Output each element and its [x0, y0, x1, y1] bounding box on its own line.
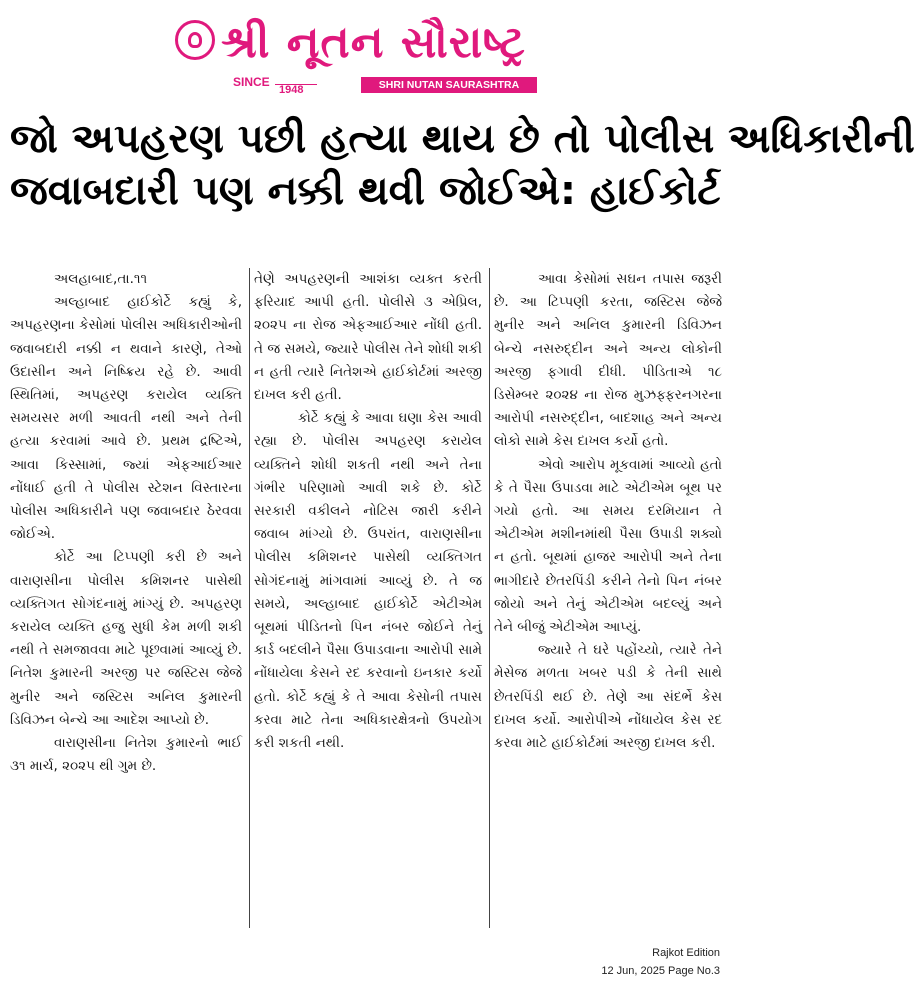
article-body: [10, 268, 722, 940]
date-page-label: 12 Jun, 2025 Page No.3: [601, 965, 720, 977]
edition-label: Rajkot Edition: [652, 947, 720, 959]
article-paragraph: તેણે અપહરણની આશંકા વ્યક્ત કરતી ફરિયાદ આપી હતી. પોલીસે ૩ એપ્રિલ, ૨૦૨૫ ના રોજ એફઆઈઆર નોંધી હતી. તે જ સમયે, જ્યારે પોલીસ તેને શોધી શકી ન હતી ત્યારે નિતેશએ હાઈકોર્ટમાં અરજી દાખલ કરી હતી.: [254, 271, 482, 404]
article-paragraph: અલ્હાબાદ હાઈકોર્ટે કહ્યું કે, અપહરણના કેસોમાં પોલીસ અધિકારીઓની જવાબદારી નક્કી ન થવાને કારણે, તેઓ ઉદાસીન અને નિષ્ક્રિય રહે છે. આવી સ્થિતિમાં, અપહરણ કરાયેલ વ્યક્તિ સમયસર મળી આવતી નથી અને તેની હત્યા કરવામાં આવે છે. પ્રથમ દ્રષ્ટિએ, આવા કિસ્સામાં, જ્યાં એફઆઈઆર નોંધાઈ હતી તે પોલીસ સ્ટેશન વિસ્તારના પોલીસ અધિકારીને પણ જવાબદાર ઠેરવવા જોઈએ.: [10, 294, 242, 543]
masthead: [0, 14, 730, 100]
headline-line-2: જવાબદારી પણ નક્કી થવી જોઈએ: હાઈકોર્ટ: [10, 168, 721, 214]
article-column-1: [10, 268, 242, 940]
article-paragraph: એવો આરોપ મૂકવામાં આવ્યો હતો કે તે પૈસા ઉપાડવા માટે એટીએમ બૂથ પર ગયો હતો. આ સમય દરમિયાન તે એટીએમ મશીનમાંથી પૈસા ઉપાડી શક્યો ન હતો. બૂથમાં હાજર આરોપી અને તેના ભાગીદારે છેતરપિંડી કરીને તેનો પિન નંબર જોયો અને તેનું એટીએમ બદલ્યું અને તેને બીજું એટીએમ આપ્યું.: [494, 456, 722, 636]
article-paragraph: વારાણસીના નિતેશ કુમારનો ભાઈ ૩૧ માર્ચ, ૨૦૨૫ થી ગુમ છે.: [10, 735, 242, 775]
article-headline: [0, 113, 915, 217]
article-paragraph: જ્યારે તે ઘરે પહોંચ્યો, ત્યારે તેને મેસેજ મળતા ખબર પડી કે તેની સાથે છેતરપિંડી થઈ છે. તેણે આ સંદર્ભે કેસ દાખલ કર્યો. આરોપીએ નોંધાયેલ કેસ રદ કરવા માટે હાઈકોર્ટમાં અરજી દાખલ કરી.: [494, 642, 722, 752]
newspaper-logo[interactable]: [175, 14, 555, 100]
headline-line-1: જો અપહરણ પછી હત્યા થાય છે તો પોલીસ અધિકારીની: [10, 116, 915, 162]
founding-year: 1948: [279, 84, 304, 96]
english-brand-ribbon: SHRI NUTAN SAURASHTRA: [361, 77, 537, 93]
dateline: અલહાબાદ,તા.૧૧: [54, 271, 148, 287]
article-paragraph: કોર્ટે આ ટિપ્પણી કરી છે અને વારાણસીના પોલીસ કમિશનર પાસેથી વ્યક્તિગત સોગંદનામું માંગ્યું છે. અપહરણ કરાયેલ વ્યક્તિ હજુ સુધી કેમ મળી શકી નથી તે સમજાવવા માટે પૂછવામાં આવ્યું છે. નિતેશ કુમારની અરજી પર જસ્ટિસ જેજે મુનીર અને જસ્ટિસ અનિલ કુમારની ડિવિઝન બેન્ચે આ આદેશ આપ્યો છે.: [10, 549, 242, 728]
conch-emblem-icon: [175, 20, 215, 60]
article-column-2: [254, 268, 482, 940]
article-paragraph: કોર્ટે કહ્યું કે આવા ઘણા કેસ આવી રહ્યા છે. પોલીસ અપહરણ કરાયેલ વ્યક્તિને શોધી શકતી નથી અને તેના ગંભીર પરિણામો આવી શકે છે. કોર્ટે સરકારી વકીલને નોટિસ જારી કરીને જવાબ માંગ્યો છે. ઉપરાંત, વારાણસીના પોલીસ કમિશનર પાસેથી વ્યક્તિગત સોગંદનામું માંગવામાં આવ્યું છે. તે જ સમયે, અલ્હાબાદ હાઈકોર્ટે એટીએમ બૂથમાં પીડિતનો પિન નંબર જોઈને તેનું કાર્ડ બદલીને પૈસા ઉપાડવાના આરોપી સામે નોંધાયેલા કેસને રદ કરવાનો ઇનકાર કર્યો હતો. કોર્ટે કહ્યું કે તે આવા કેસોની તપાસ કરવા માટે તેના અધિકારક્ષેત્રનો ઉપયોગ કરી શકતી નથી.: [254, 410, 482, 752]
masthead-title: શ્રી નૂતન સૌરાષ્ટ્ર: [221, 17, 526, 68]
article-paragraph: આવા કેસોમાં સઘન તપાસ જરૂરી છે. આ ટિપ્પણી કરતા, જસ્ટિસ જેજે મુનીર અને અનિલ કુમારની ડિવિઝન બેન્ચે નસરુદ્દીન અને અન્ય લોકોની અરજી ફગાવી દીધી. પીડિતાએ ૧૮ ડિસેમ્બર ૨૦૨૪ ના રોજ મુઝફ્ફરનગરના આરોપી નસરુદ્દીન, બાદશાહ અને અન્ય લોકો સામે કેસ દાખલ કર્યો હતો.: [494, 271, 722, 450]
page-footer: [601, 944, 720, 980]
article-column-3: [494, 268, 722, 940]
since-label: SINCE: [233, 75, 270, 89]
